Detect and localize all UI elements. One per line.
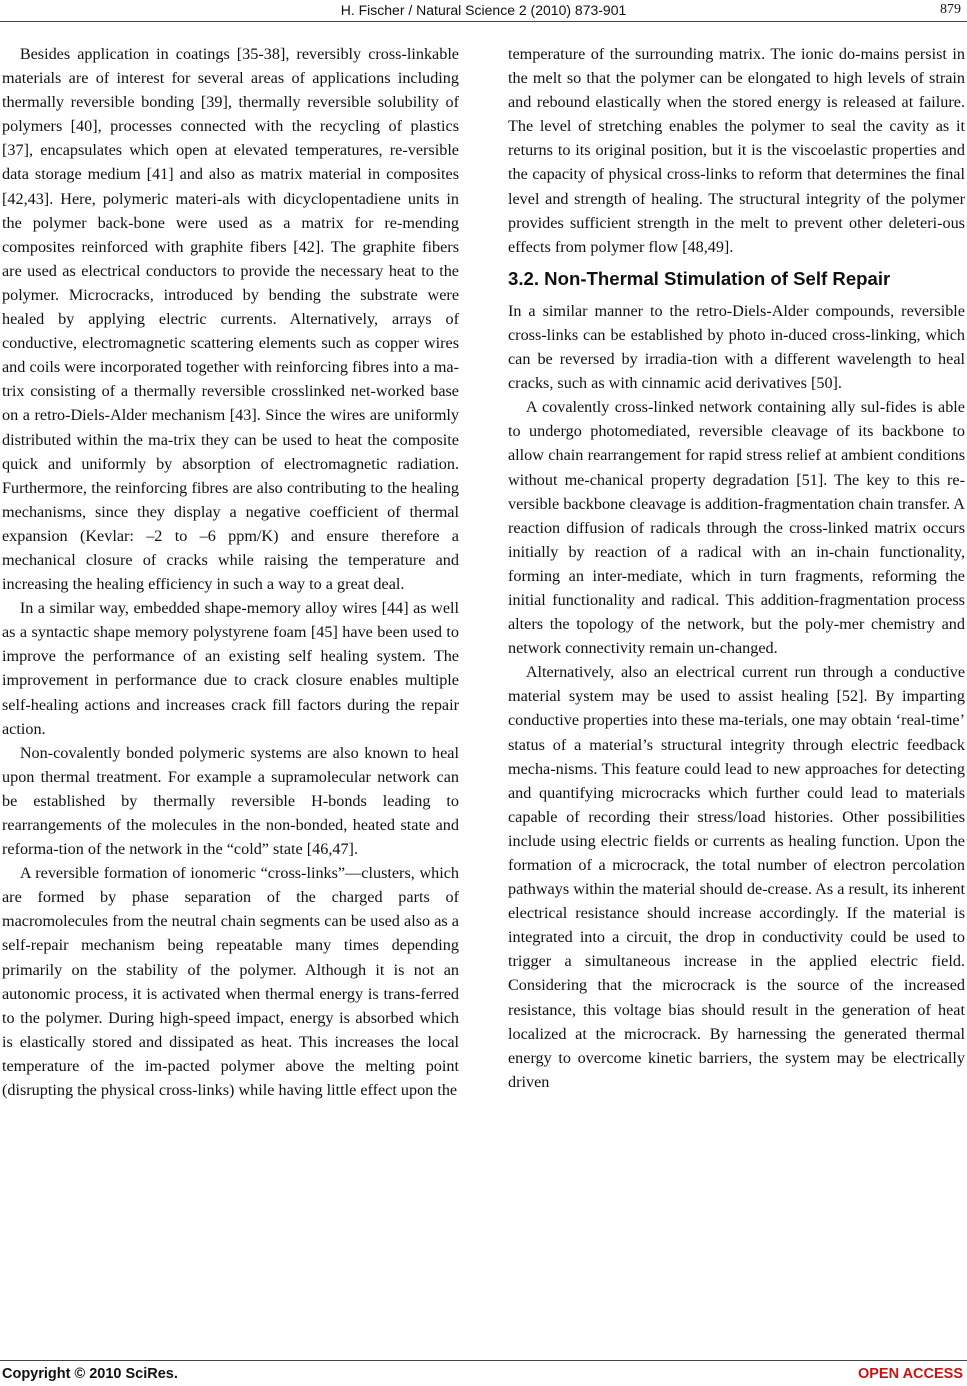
footer-divider: [0, 1360, 967, 1361]
page-number: 879: [940, 2, 961, 17]
paragraph: A covalently cross-linked network containing ally sul-fides is able to undergo photomediated, reversible cleavage of its backbone to allow chain rearrangement for rapid stress relief at ambient conditions without me-chanical property degradation [51]. The key to this re-versible backbone cleavage is addition-fragmentation chain transfer. A reaction diffusion of radicals through the cross-linked matrix occurs initially by reaction of a radical with an in-chain functionality, forming an inter-mediate, which in turn fragments, reforming the initial functionality and radical. This addition-fragmentation process alters the topology of the network, but the poly-mer chemistry and network connectivity remain un-changed.: [508, 398, 965, 658]
right-column: [508, 42, 965, 1362]
paragraph-continuation: temperature of the surrounding matrix. The ionic do-mains persist in the melt so that the polymer can be elongated to high levels of strain and rebound elastically when the stored energy is released at failure. The level of stretching enables the polymer to seal the cavity as it returns to its original position, but it is the viscoelastic properties and the capacity of physical cross-links to reform that determines the final level and strength of healing. The structural integrity of the polymer provides sufficient strength in the melt to prevent other deleteri-ous effects from polymer flow [48,49].: [508, 45, 965, 256]
open-access-label: OPEN ACCESS: [857, 1366, 963, 1382]
running-header: H. Fischer / Natural Science 2 (2010) 873-901: [340, 2, 627, 18]
left-column: [2, 42, 459, 1362]
paragraph: Alternatively, also an electrical current run through a conductive material system may be used to assist healing [52]. By imparting conductive properties into these ma-terials, one may obtain ‘real-time’ status of a material’s structural integrity through electric feedback mecha-nisms. This feature could lead to new approaches for detecting and quantifying microcracks which further could lead to materials capable of recording their stress/load histories. Other possibilities include using electric fields or currents as healing function. Upon the formation of a microcrack, the total number of electron percolation pathways within the material should de-crease. As a result, its inherent electrical resistance should increase accordingly. If the material is integrated into a circuit, the drop in conductivity could be used to trigger a simultaneous increase in the applied electric field. Considering that the microcrack is the source of the increased resistance, this voltage bias should result in the generation of heat localized at the microcrack. By harnessing the generated thermal energy to overcome kinetic barriers, the system may be electrically driven: [508, 663, 965, 1091]
paragraph: Besides application in coatings [35-38], reversibly cross-linkable materials are of interest for several areas of applications including thermally reversible bonding [39], thermally reversible solubility of polymers [40], processes connected with the recycling of plastics [37], encapsulates which open at elevated temperatures, re-versible data storage medium [41] and also as matrix material in composites [42,43]. Here, polymeric materi-als with dicyclopentadiene units in the polymer back-bone were used as a matrix for re-mending composites reinforced with graphite fibers [42]. The graphite fibers are used as electrical conductors to provide the necessary heat to the polymer. Microcracks, introduced by bending the substrate were healed by applying electric currents. Alternatively, arrays of conductive, electromagnetic scattering elements such as copper wires and coils were incorporated together with reinforcing fibres into a ma-trix consisting of a thermally reversible crosslinked net-worked base on a retro-Diels-Alder mechanism [43]. Since the wires are uniformly distributed within the ma-trix they can be used to heat the composite quick and uniformly by absorption of electromagnetic radiation. Furthermore, the reinforcing fibres are also contributing to the healing mechanisms, since they display a negative coefficient of thermal expansion (Kevlar: –2 to –6 ppm/K) and ensure therefore a mechanical closure of cracks while raising the temperature and increasing the healing efficiency in such a way to a great deal.: [2, 45, 459, 594]
paragraph: In a similar way, embedded shape-memory alloy wires [44] as well as a syntactic shape memory polystyrene foam [45] have been used to improve the performance of an existing self healing system. The improvement in performance due to crack closure enables multiple self-healing actions and increases crack fill factors during the repair action.: [2, 599, 459, 738]
paragraph: Non-covalently bonded polymeric systems are also known to heal upon thermal treatment. For example a supramolecular network can be established by thermally reversible H-bonds leading to rearrangements of the molecules in the non-bonded, heated state and reforma-tion of the network in the “cold” state [46,47].: [2, 743, 459, 859]
copyright-notice: Copyright © 2010 SciRes.: [2, 1366, 178, 1382]
section-heading: 3.2. Non-Thermal Stimulation of Self Repair: [508, 267, 891, 289]
paragraph: A reversible formation of ionomeric “cross-links”―clusters, which are formed by phase separation of the charged parts of macromolecules from the neutral chain segments can be used also as a self-repair mechanism being repeatable many times depending primarily on the stability of the polymer. Although it is not an autonomic process, it is activated when thermal energy is trans-ferred to the polymer. During high-speed impact, energy is absorbed which is elastically stored and dissipated as heat. This increases the local temperature of the im-pacted polymer above the melting point (disrupting the physical cross-links) while having little effect upon the: [2, 864, 459, 1100]
section-intro-paragraph: In a similar manner to the retro-Diels-Alder compounds, reversible cross-links can be established by photo in-duced cross-linking, which can be reversed by irradia-tion with a different wavelength to heal cracks, such as with cinnamic acid derivatives [50].: [508, 301, 965, 393]
header-divider: [0, 21, 967, 22]
